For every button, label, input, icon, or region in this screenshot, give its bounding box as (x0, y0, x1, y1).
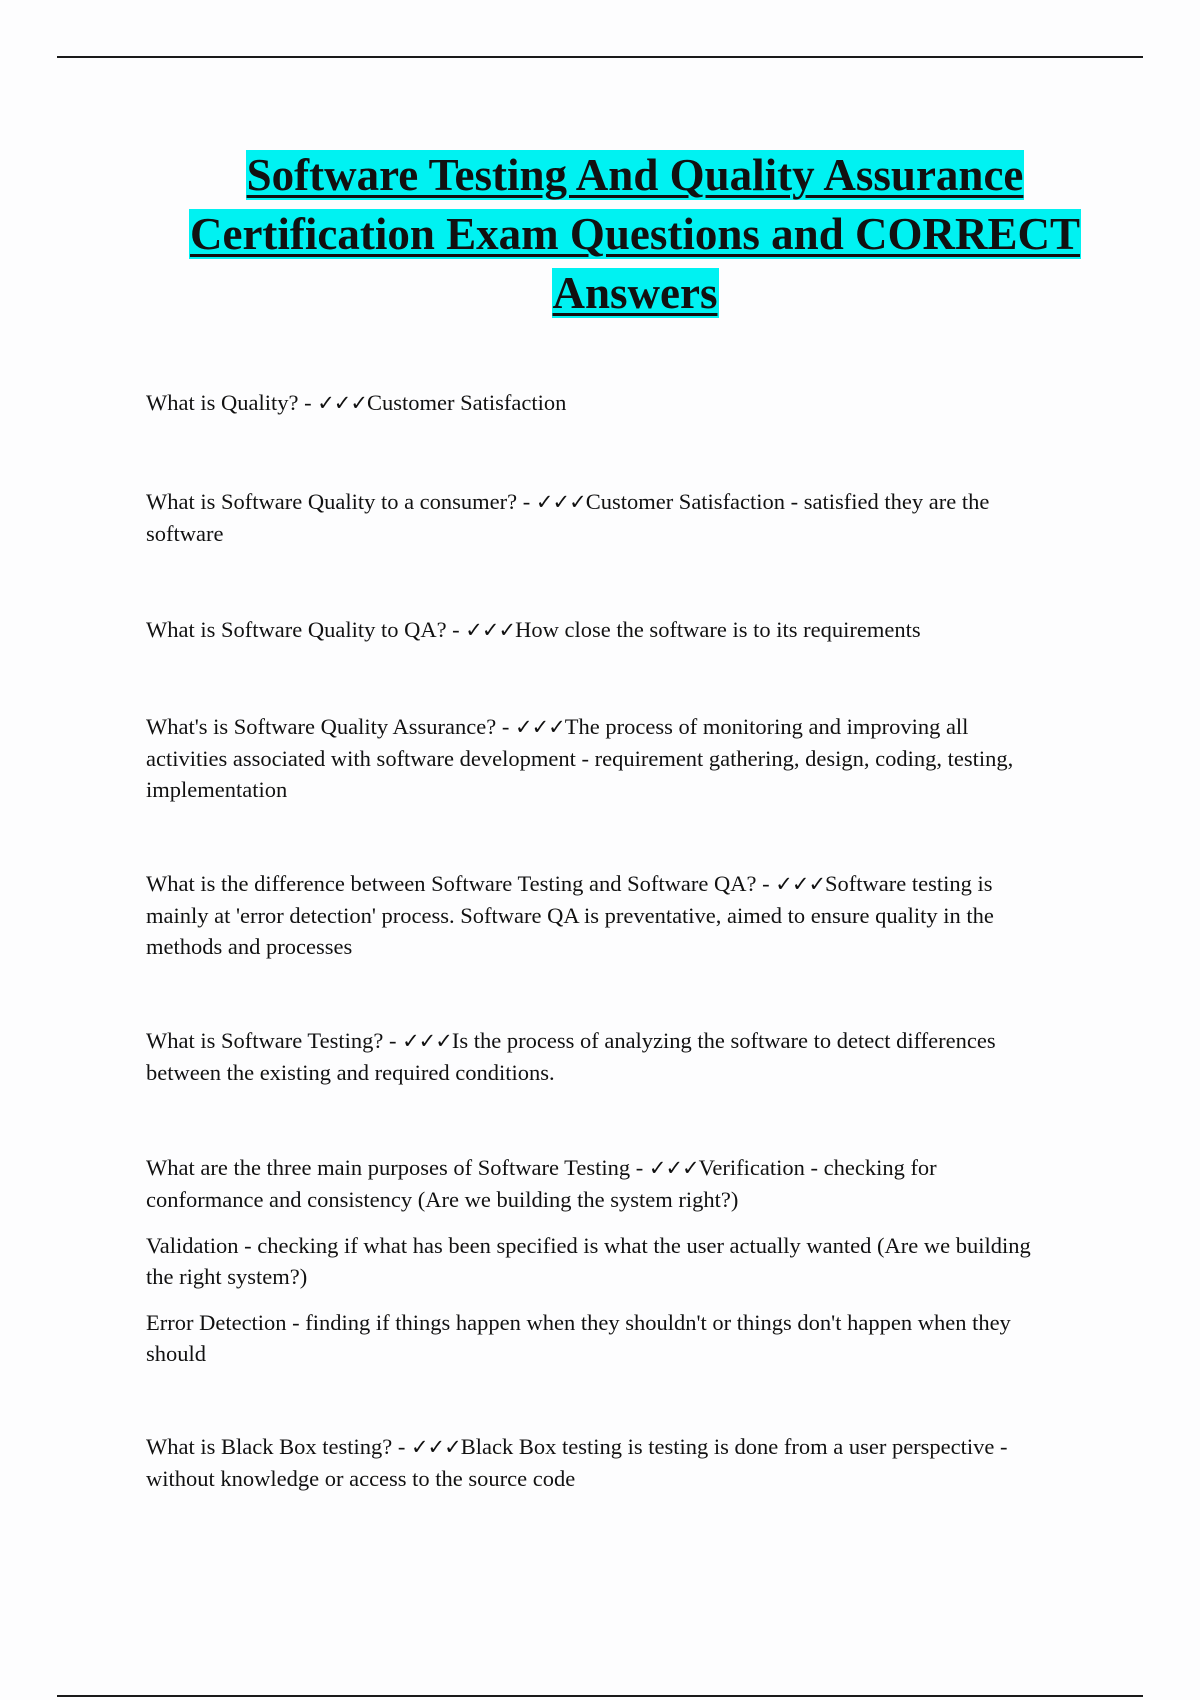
qa-item (146, 486, 1046, 549)
qa-paragraph (146, 1025, 1046, 1088)
answer-text: Is the process of analyzing the software to detect differences between the existing and required conditions. (146, 1028, 996, 1085)
answer-text: How close the software is to its requirements (515, 617, 921, 642)
qa-item (146, 1431, 1046, 1494)
checkmark-icon: ✓✓✓ (535, 490, 586, 514)
question-text: What is Software Quality to QA? - (146, 617, 466, 642)
answer-text: Customer Satisfaction - satisfied they are the software (146, 489, 990, 546)
question-text: What's is Software Quality Assurance? - (146, 714, 515, 739)
qa-paragraph (146, 387, 1046, 419)
qa-paragraph (146, 1152, 1046, 1215)
qa-item (146, 387, 1046, 419)
answer-text: Black Box testing is testing is done from a user perspective - without knowledge or access to the source code (146, 1434, 1008, 1491)
checkmark-icon: ✓✓✓ (465, 618, 516, 642)
answer-text: Validation - checking if what has been specified is what the user actually wanted (Are we building the right system?) (146, 1233, 1031, 1289)
qa-item (146, 868, 1046, 962)
top-rule (57, 56, 1143, 58)
qa-paragraph (146, 1307, 1046, 1369)
checkmark-icon: ✓✓✓ (317, 391, 367, 415)
qa-paragraph (146, 711, 1046, 805)
question-text: What is Black Box testing? - (146, 1434, 411, 1459)
answer-text: The process of monitoring and improving all activities associated with software development - requirement gathering, design, coding, testing, implementation (146, 714, 1014, 802)
qa-item (146, 1152, 1046, 1369)
answer-text: Software testing is mainly at 'error detection' process. Software QA is preventative, aimed to ensure quality in the methods and processes (146, 871, 994, 959)
answer-text: Customer Satisfaction (367, 390, 567, 415)
answer-text: Error Detection - finding if things happen when they shouldn't or things don't happen when they should (146, 1310, 1011, 1366)
question-text: What is Software Testing? - (146, 1028, 403, 1053)
checkmark-icon: ✓✓✓ (410, 1435, 461, 1459)
bottom-rule (57, 1695, 1143, 1697)
checkmark-icon: ✓✓✓ (648, 1156, 699, 1180)
answer-text: Verification - checking for conformance and consistency (Are we building the system right?) (146, 1155, 937, 1212)
question-text: What is the difference between Software Testing and Software QA? - (146, 871, 776, 896)
checkmark-icon: ✓✓✓ (775, 872, 826, 896)
question-text: What are the three main purposes of Software Testing - (146, 1155, 649, 1180)
question-text: What is Software Quality to a consumer? - (146, 489, 536, 514)
qa-item (146, 614, 1046, 646)
checkmark-icon: ✓✓✓ (402, 1029, 452, 1053)
qa-paragraph (146, 486, 1046, 549)
checkmark-icon: ✓✓✓ (514, 715, 565, 739)
question-text: What is Quality? - (146, 390, 318, 415)
qa-paragraph (146, 614, 1046, 646)
qa-item (146, 1025, 1046, 1088)
qa-paragraph (146, 868, 1046, 962)
qa-paragraph (146, 1230, 1046, 1292)
title-highlight: Software Testing And Quality Assurance Certification Exam Questions and CORRECT Answers (189, 150, 1081, 318)
qa-item (146, 711, 1046, 805)
document-title (140, 146, 1130, 323)
qa-paragraph (146, 1431, 1046, 1494)
